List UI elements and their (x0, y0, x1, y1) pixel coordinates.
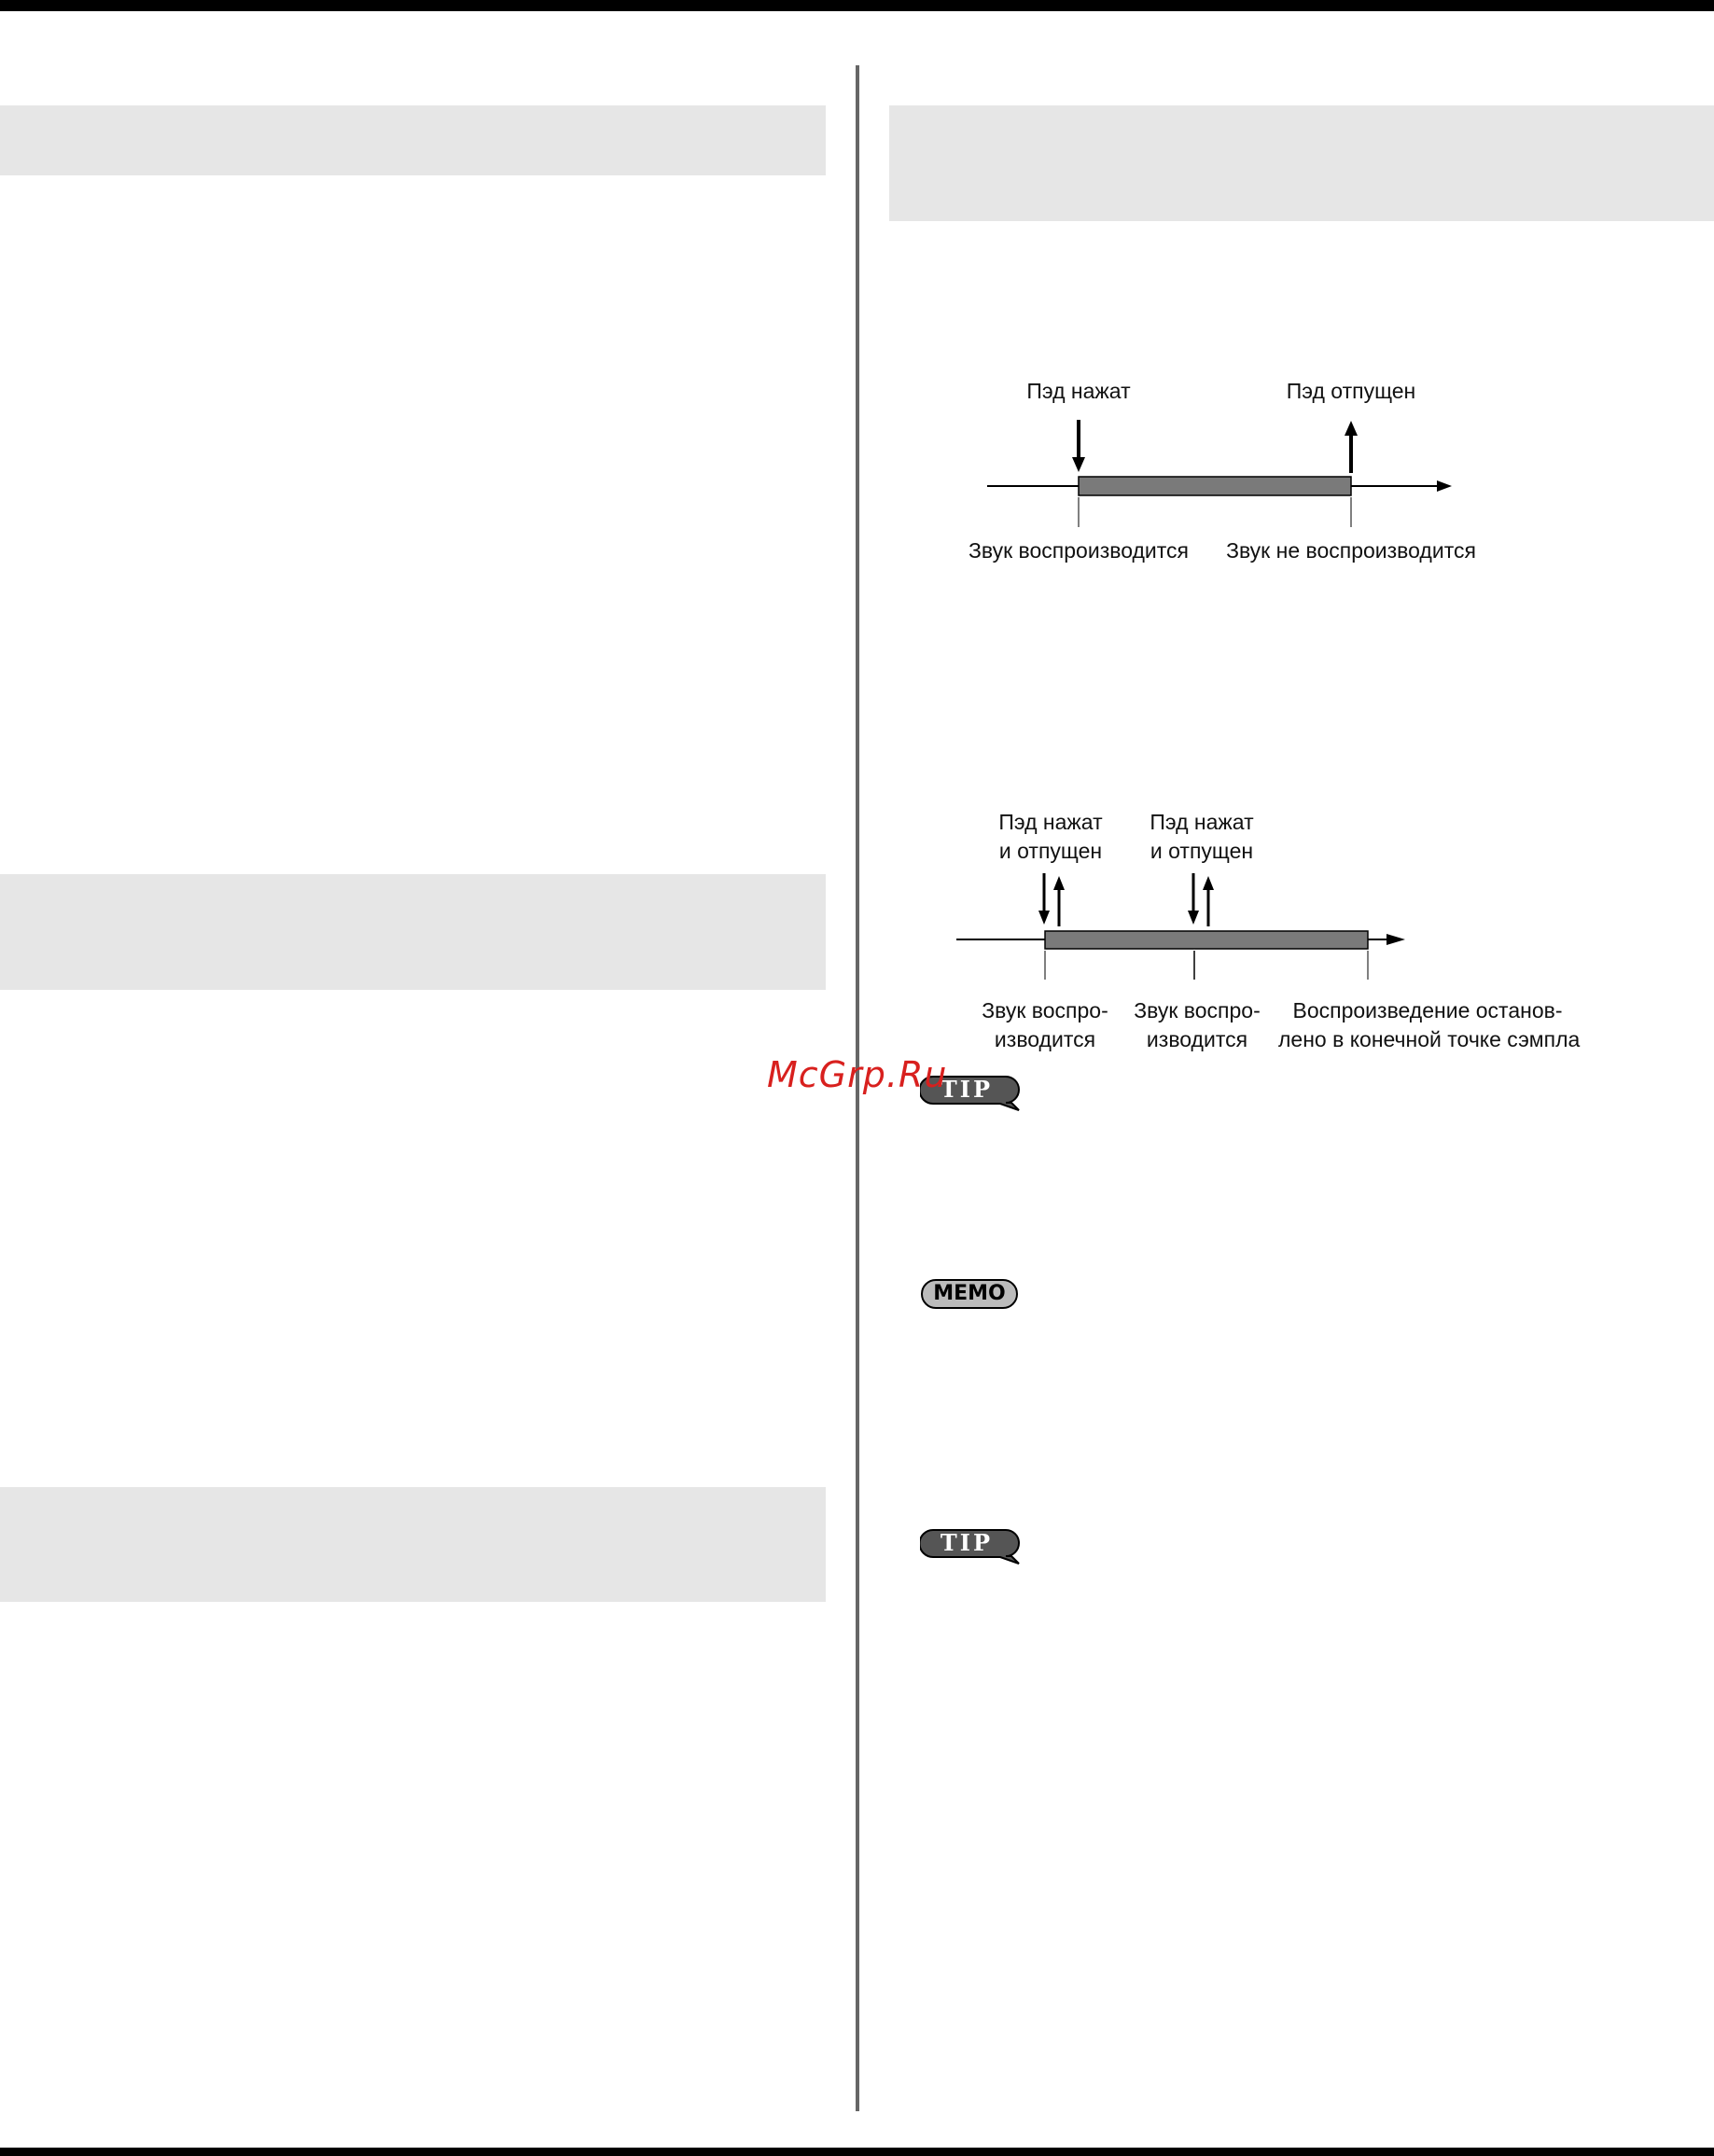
label-stop-line2: лено в конечной точке сэмпла (1278, 1027, 1581, 1051)
label-sound1-line1: Звук воспро- (982, 998, 1108, 1022)
press-arrow-head-icon (1038, 911, 1050, 925)
label-sound1-line2: изводится (994, 1027, 1096, 1051)
memo-badge (920, 1278, 1019, 1310)
top-border (0, 0, 1714, 11)
tip-label: TIP (940, 1529, 994, 1556)
heading-block-right-1 (889, 105, 1714, 221)
release-arrow-head-icon (1345, 421, 1358, 436)
playback-bar (1079, 477, 1351, 495)
label-pad2-line1: Пэд нажат (1150, 810, 1254, 834)
release-arrow-head-icon (1203, 876, 1214, 890)
label-sound2-line1: Звук воспро- (1134, 998, 1261, 1022)
label-pad2-line2: и отпущен (1150, 839, 1254, 863)
heading-block-left-2 (0, 874, 826, 990)
timeline-arrow-icon (1387, 934, 1405, 945)
bottom-border (0, 2148, 1714, 2156)
timeline-arrow-icon (1437, 480, 1452, 492)
heading-block-left-1 (0, 105, 826, 175)
label-pad-pressed: Пэд нажат (1026, 379, 1131, 403)
label-pad1-line1: Пэд нажат (998, 810, 1103, 834)
release-arrow-head-icon (1053, 876, 1065, 890)
press-arrow-head-icon (1188, 911, 1199, 925)
watermark: McGrp.Ru (767, 1054, 948, 1095)
label-pad1-line2: и отпущен (998, 839, 1103, 863)
label-stop-line1: Воспроизведение останов- (1292, 998, 1563, 1022)
press-arrow-head-icon (1072, 457, 1085, 472)
diagram-pad-hold (933, 369, 1530, 583)
diagram-pad-tap (933, 802, 1605, 1059)
label-sound-not-plays: Звук не воспроизводится (1226, 538, 1476, 563)
playback-bar (1045, 931, 1368, 949)
tip-badge-2 (920, 1526, 1021, 1567)
memo-label: MEMO (933, 1282, 1006, 1305)
label-pad-released: Пэд отпущен (1286, 379, 1416, 403)
heading-block-left-3 (0, 1487, 826, 1602)
tip-label: TIP (940, 1076, 994, 1103)
label-sound-plays: Звук воспроизводится (968, 538, 1189, 563)
label-sound2-line2: изводится (1146, 1027, 1248, 1051)
